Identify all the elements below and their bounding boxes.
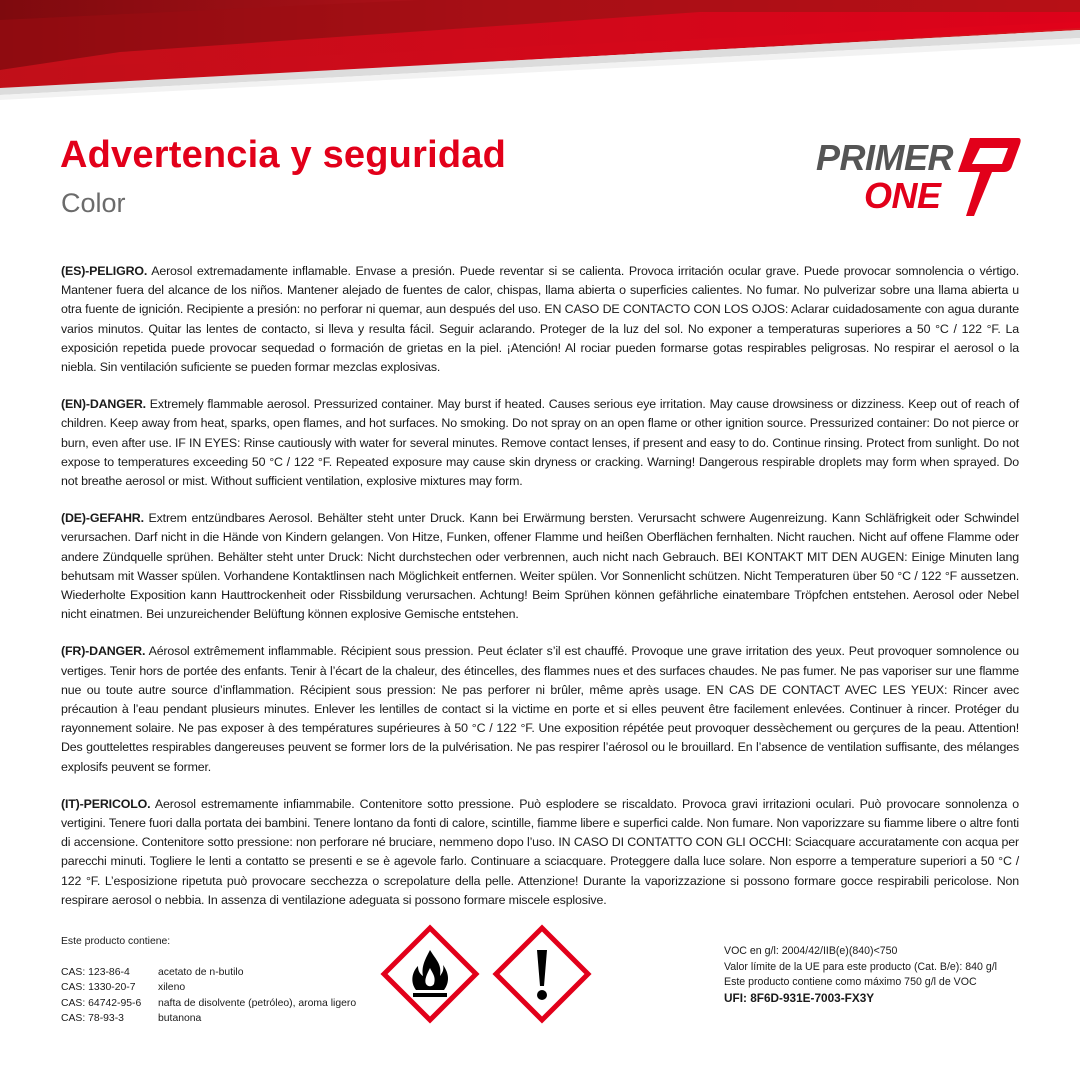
section-es [61, 262, 1019, 377]
section-es-text: Aerosol extremadamente inflamable. Envase a presión. Puede reventar si se calienta. Provoca irritación ocular grave. Puede provocar somnolencia o vértigo. Mantener fuera del alcance de los niños. Mantener alejado de fuentes de calor, chispas, llama abierta o superficies calientes. No fumar. No pulverizar sobre una llama abierta u otra fuente de ignición. Recipiente a presión: no perforar ni quemar, aun después del uso. EN CASO DE CONTACTO CON LOS OJOS: Aclarar cuidadosamente con agua durante varios minutos. Quitar las lentes de contacto, si lleva y resulta fácil. Seguir aclarando. Proteger de la luz del sol. No exponer a temperaturas superiores a 50 °C / 122 °F. La exposición repetida puede provocar sequedad o formación de grietas en la piel. ¡Atención! Al rociar pueden formarse gotas respirables peligrosas. No respirar el aerosol o la niebla. Sin ventilación suficiente se pueden formar mezclas explosivas. [61, 264, 1019, 375]
table-row [61, 996, 356, 1012]
top-banner [0, 0, 1080, 100]
page-subtitle: Color [61, 188, 126, 218]
logo-bolt-icon [952, 136, 1022, 218]
section-en-label: (EN)-DANGER. [61, 397, 146, 412]
voc-line: VOC en g/l: 2004/42/IIB(e)(840)<750 [724, 945, 898, 957]
page-title: Advertencia y seguridad [60, 134, 506, 176]
ingredients-block [61, 934, 356, 1027]
ingredient-name: xileno [158, 982, 186, 993]
logo-text-primer: PRIMER [816, 137, 954, 178]
voc-content: Este producto contiene como máximo 750 g/l de VOC [724, 976, 977, 988]
section-de [61, 509, 1019, 624]
section-en [61, 395, 1019, 491]
ingredient-name: nafta de disolvente (petróleo), aroma ligero [158, 997, 357, 1009]
voc-info [724, 944, 997, 1006]
ingredient-name: acetato de n-butilo [158, 966, 244, 978]
section-it [61, 795, 1019, 910]
table-row [61, 1011, 356, 1027]
section-en-text: Extremely flammable aerosol. Pressurized container. May burst if heated. Causes serious eye irritation. May cause drowsiness or dizziness. Keep out of reach of children. Keep away from heat, sparks, open flames, and hot surfaces. No smoking. Do not spray on an open flame or other ignition source. Pressurized container: Do not pierce or burn, even after use. IF IN EYES: Rinse cautiously with water for several minutes. Remove contact lenses, if present and easy to do. Continue rinsing. Protect from sunlight. Do not expose to temperatures exceeding 50 °C / 122 °F. Repeated exposure may cause skin dryness or cracking. Warning! Dangerous respirable droplets may form when sprayed. Do not breathe aerosol or mist. Without sufficient ventilation, explosive mixtures may form. [61, 397, 1019, 489]
ingredients-heading: Este producto contiene: [61, 936, 171, 947]
table-row [61, 980, 356, 996]
section-fr [61, 642, 1019, 776]
brand-logo [812, 136, 1024, 220]
hazard-pictograms [380, 924, 592, 1024]
cas-number: CAS: 1330-20-7 [61, 982, 136, 993]
voc-limit: Valor límite de la UE para este producto (Cat. B/e): 840 g/l [724, 960, 998, 973]
cas-number: CAS: 78-93-3 [61, 1013, 124, 1024]
logo-text-one: ONE [864, 175, 941, 216]
ingredient-name: butanona [158, 1013, 202, 1024]
ghs-exclamation-icon [496, 928, 588, 1020]
table-row [61, 965, 356, 981]
section-de-label: (DE)-GEFAHR. [61, 511, 144, 526]
section-fr-text: Aérosol extrêmement inflammable. Récipient sous pression. Peut éclater s’il est chauffé. Provoque une grave irritation des yeux. Peut provoquer somnolence ou vertiges. Tenir hors de portée des enfants. Tenir à l’écart de la chaleur, des étincelles, des flammes nues et des surfaces chaudes. Ne pas fumer. Ne pas vaporiser sur une flamme nue ou toute autre source d’inflammation. Récipient sous pression: Ne pas perforer ni brûler, même après usage. EN CAS DE CONTACT AVEC LES YEUX: Rincer avec précaution à l’eau pendant plusieurs minutes. Enlever les lentilles de contact si la victime en porte et si elles peuvent être facilement enlevées. Continuer à rincer. Protéger du rayonnement solaire. Ne pas exposer à des températures supérieures à 50 °C / 122 °F. Une exposition répétée peut provoquer dessèchement ou gerçures de la peau. Attention! Des gouttelettes respirables dangereuses peuvent se former lors de la pulvérisation. Ne pas respirer l’aérosol ou le brouillard. En l’absence de ventilation suffisante, des mélanges explosifs peuvent se former. [61, 644, 1019, 774]
section-de-text: Extrem entzündbares Aerosol. Behälter steht unter Druck. Kann bei Erwärmung bersten. Verursacht schwere Augenreizung. Kann Schläfrigkeit oder Schwindel verursachen. Darf nicht in die Hände von Kindern gelangen. Von Hitze, Funken, offener Flamme und heißen Oberflächen fernhalten. Nicht rauchen. Nicht auf offene Flamme oder andere Zündquelle sprühen. Behälter steht unter Druck: Nicht durchstechen oder verbrennen, auch nicht nach Gebrauch. BEI KONTAKT MIT DEN AUGEN: Einige Minuten lang behutsam mit Wasser spülen. Vorhandene Kontaktlinsen nach Möglichkeit entfernen. Weiter spülen. Vor Sonnenlicht schützen. Nicht Temperaturen über 50 °C / 122 °F aussetzen. Wiederholte Exposition kann Hauttrockenheit oder Rissbildung verursachen. Achtung! Beim Sprühen können gefährliche einatembare Tröpfchen entstehen. Aerosol oder Nebel nicht einatmen. Bei unzureichender Belüftung können explosive Gemische entstehen. [61, 511, 1019, 622]
section-it-label: (IT)-PERICOLO. [61, 796, 151, 811]
ufi-code: UFI: 8F6D-931E-7003-FX3Y [724, 990, 875, 1005]
section-es-label: (ES)-PELIGRO. [61, 264, 148, 278]
cas-number: CAS: 64742-95-6 [61, 997, 142, 1009]
ghs-flame-icon [384, 928, 476, 1020]
section-it-text: Aerosol estremamente infiammabile. Contenitore sotto pressione. Può esplodere se riscaldato. Provoca gravi irritazioni oculari. Può provocare sonnolenza o vertigini. Tenere fuori dalla portata dei bambini. Tenere lontano da fonti di calore, scintille, fiamme libere e superfici calde. Non fumare. Non vaporizzare su fiamme libere o altre fonti di accensione. Contenitore sotto pressione: non perforare né bruciare, nemmeno dopo l’uso. IN CASO DI CONTATTO CON GLI OCCHI: Sciacquare accuratamente con acqua per parecchi minuti. Togliere le lenti a contatto se presenti e se è agevole farlo. Continuare a sciacquare. Proteggere dalla luce solare. Non esporre a temperature superiori a 50 °C / 122 °F. L’esposizione ripetuta può provocare secchezza o screpolature della pelle. Attenzione! Durante la vaporizzazione si possono formare gocce respirabili pericolose. Non respirare aerosol o nebbia. In assenza di ventilazione adeguata si possono formare miscele esplosive. [61, 796, 1019, 907]
section-fr-label: (FR)-DANGER. [61, 644, 146, 659]
cas-number: CAS: 123-86-4 [61, 966, 130, 978]
safety-sections [61, 262, 1019, 928]
ingredients-table [61, 965, 356, 1027]
